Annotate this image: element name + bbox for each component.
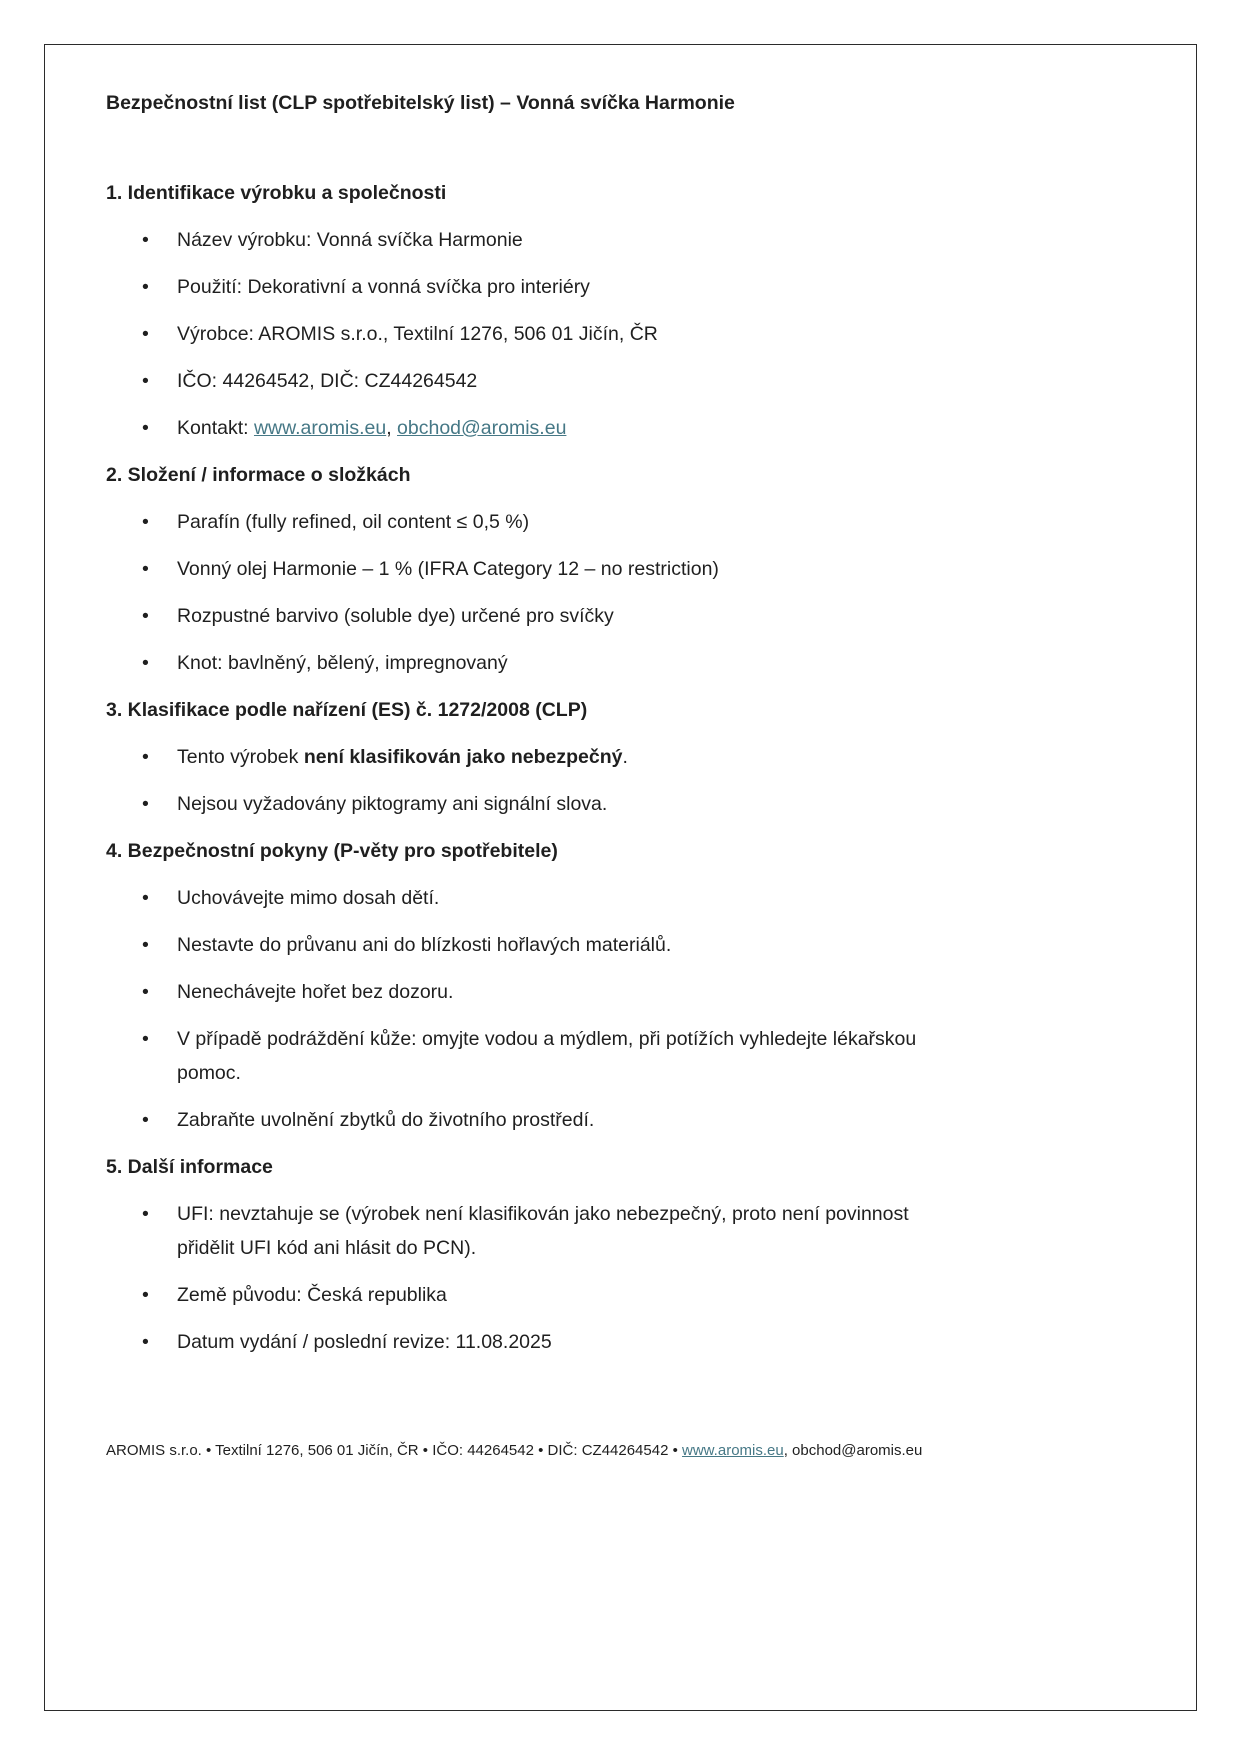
bullet-item <box>142 317 967 351</box>
bullet-item <box>142 881 967 915</box>
bullet-item <box>142 223 967 257</box>
document-footer <box>106 1440 1137 1462</box>
bullet-item <box>142 1197 967 1265</box>
text-run: Vonný olej Harmonie – 1 % (IFRA Category 12 – no restriction) <box>177 558 719 580</box>
text-run: IČO: 44264542, DIČ: CZ44264542 <box>177 370 478 392</box>
text-run: Uchovávejte mimo dosah dětí. <box>177 887 440 909</box>
text-run: , <box>386 417 398 439</box>
document-page <box>44 44 1197 1711</box>
bullet-item <box>142 928 967 962</box>
text-run: Země původu: Česká republika <box>177 1284 447 1306</box>
bullet-item <box>142 646 967 680</box>
text-run: . <box>622 746 628 768</box>
text-run: Knot: bavlněný, bělený, impregnovaný <box>177 652 508 674</box>
hyperlink[interactable]: obchod@aromis.eu <box>397 417 567 439</box>
section-heading: 4. Bezpečnostní pokyny (P-věty pro spotřebitele) <box>106 840 558 862</box>
bullet-item <box>142 1022 967 1090</box>
bullet-item <box>142 505 967 539</box>
bullet-list <box>106 223 1135 445</box>
hyperlink[interactable]: www.aromis.eu <box>253 417 387 439</box>
section-heading: 1. Identifikace výrobku a společnosti <box>106 182 447 204</box>
bullet-list <box>106 881 1135 1137</box>
section-heading: 2. Složení / informace o složkách <box>106 464 411 486</box>
bullet-item <box>142 270 967 304</box>
text-run: Tento výrobek <box>177 746 304 768</box>
bullet-item <box>142 599 967 633</box>
document-sections <box>106 176 1135 1359</box>
hyperlink[interactable]: www.aromis.eu <box>682 1442 784 1459</box>
text-run: Nejsou vyžadovány piktogramy ani signální slova. <box>177 793 608 815</box>
bullet-item <box>142 364 967 398</box>
text-run: Název výrobku: Vonná svíčka Harmonie <box>177 229 523 251</box>
bullet-item <box>142 1325 967 1359</box>
text-run: Rozpustné barvivo (soluble dye) určené pro svíčky <box>177 605 614 627</box>
text-run: Nestavte do průvanu ani do blízkosti hořlavých materiálů. <box>177 934 672 956</box>
text-run: V případě podráždění kůže: omyjte vodou a mýdlem, při potížích vyhledejte lékařskou pomoc. <box>177 1028 917 1084</box>
bullet-item <box>142 1103 967 1137</box>
bullet-item <box>142 740 967 774</box>
text-run: Parafín (fully refined, oil content ≤ 0,5 %) <box>177 511 530 533</box>
bullet-list <box>106 1197 1135 1359</box>
text-run: Nenechávejte hořet bez dozoru. <box>177 981 454 1003</box>
document-title: Bezpečnostní list (CLP spotřebitelský list) – Vonná svíčka Harmonie <box>106 92 735 114</box>
bullet-list <box>106 505 1135 680</box>
bullet-item <box>142 552 967 586</box>
bullet-item <box>142 787 967 821</box>
text-run: UFI: nevztahuje se (výrobek není klasifikován jako nebezpečný, proto není povinnost přidělit UFI kód ani hlásit do PCN). <box>177 1203 909 1259</box>
bullet-item <box>142 975 967 1009</box>
section-heading: 3. Klasifikace podle nařízení (ES) č. 1272/2008 (CLP) <box>106 699 588 721</box>
text-run: Datum vydání / poslední revize: 11.08.2025 <box>177 1331 552 1353</box>
text-run: Zabraňte uvolnění zbytků do životního prostředí. <box>177 1109 595 1131</box>
bullet-item <box>142 411 967 445</box>
bullet-item <box>142 1278 967 1312</box>
text-run: Výrobce: AROMIS s.r.o., Textilní 1276, 506 01 Jičín, ČR <box>177 323 658 345</box>
section-heading: 5. Další informace <box>106 1156 273 1178</box>
bold-text: není klasifikován jako nebezpečný <box>303 746 623 768</box>
text-run: , obchod@aromis.eu <box>783 1442 923 1459</box>
text-run: Kontakt: <box>177 417 254 439</box>
bullet-list <box>106 740 1135 821</box>
text-run: AROMIS s.r.o. • Textilní 1276, 506 01 Jičín, ČR • IČO: 44264542 • DIČ: CZ44264542 • <box>106 1442 683 1459</box>
text-run: Použití: Dekorativní a vonná svíčka pro interiéry <box>177 276 590 298</box>
